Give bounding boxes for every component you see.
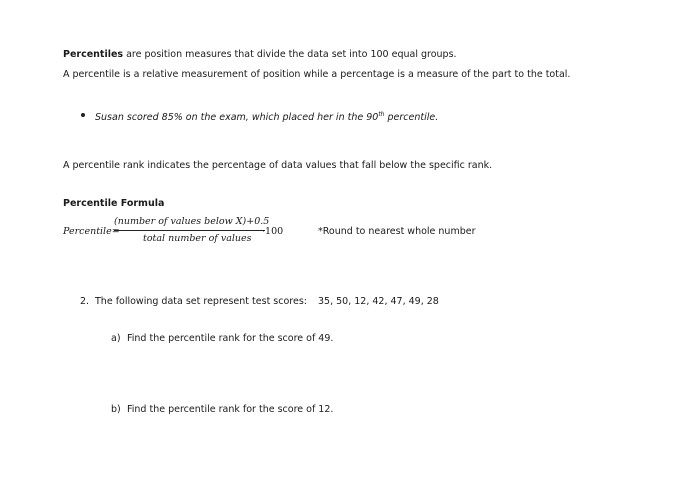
data-set-values: 35, 50, 12, 42, 47, 49, 28 — [318, 296, 439, 307]
example-text-end: percentile. — [384, 112, 439, 124]
formula-multiplier: ·100 — [262, 226, 284, 237]
percentiles-definition-rest: are position measures that divide the data set into 100 equal groups. — [123, 49, 457, 60]
percentiles-term: Percentiles — [63, 49, 124, 60]
percentile-formula — [63, 216, 293, 248]
formula-lhs: Percentile= — [63, 226, 120, 237]
problem-number: 2. — [80, 296, 90, 307]
part-b-text: Find the percentile rank for the score of 12. — [127, 404, 334, 415]
example-text-start: Susan scored 85% on the exam, which placed her in the 90 — [95, 112, 379, 124]
example-superscript: th — [378, 111, 385, 118]
formula-denominator: total number of values — [143, 233, 252, 244]
rounding-note: *Round to nearest whole number — [318, 226, 476, 237]
percentiles-definition — [63, 49, 457, 61]
part-a-text: Find the percentile rank for the score of 49. — [127, 333, 334, 344]
percentile-rank-definition: A percentile rank indicates the percentage of data values that fall below the specific rank. — [63, 160, 493, 171]
percentile-vs-percentage-line: A percentile is a relative measurement of position while a percentage is a measure of the part to the total. — [63, 69, 571, 80]
part-b-label: b) — [111, 404, 121, 415]
problem-prompt: The following data set represent test scores: — [95, 296, 307, 307]
formula-numerator: (number of values below X)+0.5 — [114, 216, 270, 227]
formula-heading: Percentile Formula — [63, 198, 165, 209]
part-a-label: a) — [111, 333, 121, 344]
example-bullet-text — [95, 109, 438, 124]
fraction-bar — [114, 230, 265, 231]
bullet-icon — [81, 113, 85, 117]
